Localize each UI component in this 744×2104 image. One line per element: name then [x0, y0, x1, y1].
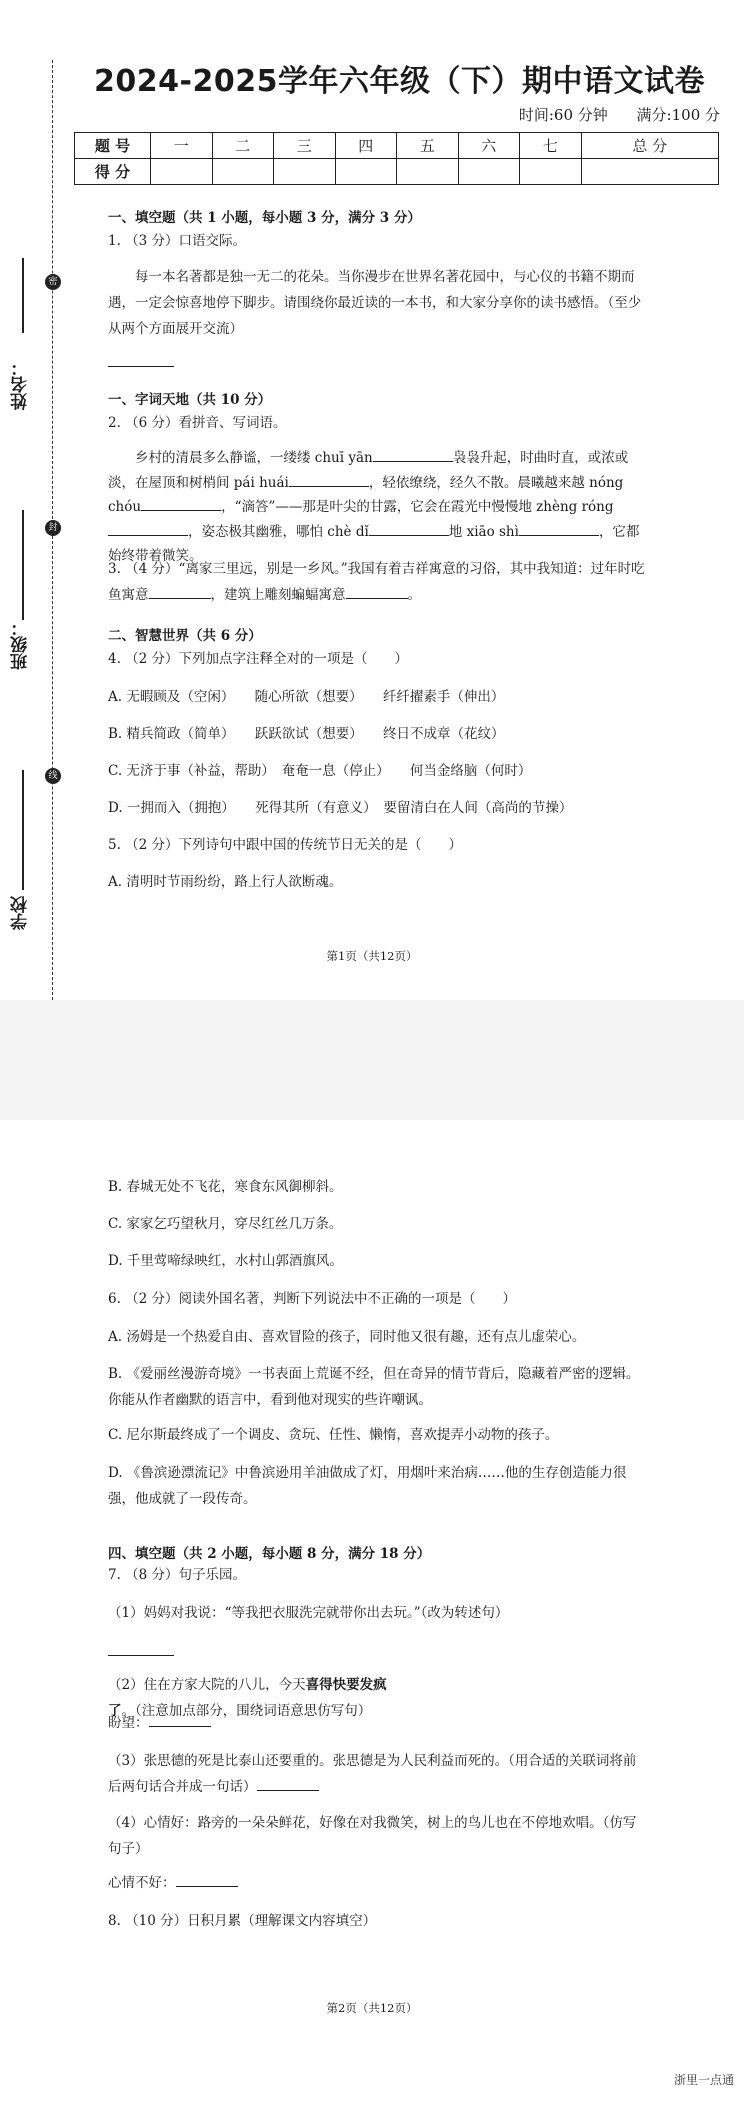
answer-blank[interactable]: [373, 448, 453, 462]
question-7-2-prompt: [108, 1710, 648, 1736]
score-input-cell[interactable]: [212, 159, 274, 185]
exam-meta: [495, 104, 720, 125]
question-4: 4. （2 分）下列加点字注释全对的一项是（ ）: [108, 651, 409, 667]
class-label: 班级：: [11, 619, 31, 670]
name-write-line[interactable]: [22, 258, 24, 333]
score-input-cell[interactable]: [520, 159, 582, 185]
score-input-cell[interactable]: [581, 159, 719, 185]
exam-total-score: 满分:100 分: [636, 106, 720, 124]
page-footer: 第2页（共12页）: [326, 2001, 418, 2015]
q2-text: ，轻依缭绕，经久不散。晨曦越来越 nóng chóu: [108, 474, 624, 515]
answer-blank[interactable]: [289, 473, 369, 487]
class-write-line[interactable]: [22, 510, 24, 620]
score-table-cell: 总 分: [581, 133, 719, 159]
option-c[interactable]: C. 无济于事（补益，帮助） 奄奄一息（停止） 何当金络脑（何时）: [108, 763, 532, 779]
question-2: 2. （6 分）看拼音、写词语。: [108, 415, 287, 431]
seal-mark: 线: [45, 768, 61, 784]
score-table-cell: 四: [335, 133, 397, 159]
question-7-3: [108, 1748, 648, 1800]
score-table-cell: 得 分: [75, 159, 151, 185]
answer-blank[interactable]: [176, 1873, 238, 1887]
q7-emphasis: 喜得快要发疯了: [108, 1677, 387, 1719]
option-c[interactable]: C. 家家乞巧望秋月，穿尽红丝几万条。: [108, 1216, 343, 1232]
score-table-cell: 三: [274, 133, 336, 159]
q3-text: 。: [407, 587, 421, 603]
question-3: [108, 556, 648, 608]
question-2-body: [108, 446, 648, 569]
score-input-cell[interactable]: [274, 159, 336, 185]
score-table: [74, 132, 719, 185]
question-1: 1. （3 分）口语交际。: [108, 233, 247, 249]
binding-margin: [0, 0, 80, 1000]
q3-text: 3. （4 分）“离家三里远，别是一乡风。”我国有着吉祥寓意的习俗，其中我知道：过年时吃鱼寓意: [108, 561, 645, 603]
exam-page-1: [0, 0, 744, 1000]
q2-text: 乡村的清晨多么静谧，一缕缕 chuī yān: [135, 450, 373, 466]
q2-text: ，它都始终带着微笑。: [108, 523, 640, 564]
option-d[interactable]: D. 一拥而入（拥抱） 死得其所（有意义） 要留清白在人间（高尚的节操）: [108, 800, 573, 816]
question-7-4-prompt: [108, 1870, 648, 1896]
option-b[interactable]: B. 精兵简政（简单） 跃跃欲试（想要） 终日不成章（花纹）: [108, 726, 505, 742]
exam-time: 时间:60 分钟: [518, 106, 608, 124]
q3-text: ，建筑上雕刻蝙蝠寓意: [210, 587, 346, 603]
answer-blank[interactable]: [257, 1777, 319, 1791]
score-table-cell: 一: [151, 133, 213, 159]
answer-blank[interactable]: [149, 585, 211, 599]
question-5: 5. （2 分）下列诗句中跟中国的传统节日无关的是（ ）: [108, 837, 463, 853]
option-a[interactable]: A. 清明时节雨纷纷，路上行人欲断魂。: [108, 874, 343, 890]
answer-blank[interactable]: [149, 1713, 211, 1727]
section-heading: 二、智慧世界（共 6 分）: [108, 628, 262, 644]
school-write-line[interactable]: [22, 770, 24, 890]
score-input-cell[interactable]: [151, 159, 213, 185]
score-table-score-row: [75, 159, 719, 185]
option-b[interactable]: B. 春城无处不飞花，寒食东风御柳斜。: [108, 1179, 343, 1195]
question-1-body: 每一本名著都是独一无二的花朵。当你漫步在世界名著花园中，与心仪的书籍不期而遇，一定会惊喜地停下脚步。请围绕你最近读的一本书，和大家分享你的读书感悟。（至少从两个方面展开交流）: [108, 269, 642, 337]
seal-mark: 封: [45, 520, 61, 536]
score-input-cell[interactable]: [335, 159, 397, 185]
q7-prompt: 心情不好：: [108, 1875, 176, 1891]
q2-text: 袅袅升起，时曲时直，或浓或淡，在屋顶和树梢间 pái huái: [108, 450, 629, 491]
answer-line[interactable]: [108, 366, 174, 367]
answer-blank[interactable]: [369, 522, 449, 536]
answer-blank[interactable]: [108, 522, 188, 536]
question-7-4: （4）心情好：路旁的一朵朵鲜花，好像在对我微笑，树上的鸟儿也在不停地欢唱。（仿写句子）: [108, 1815, 637, 1857]
score-input-cell[interactable]: [458, 159, 520, 185]
option-a[interactable]: A. 汤姆是一个热爱自由、喜欢冒险的孩子，同时他又很有趣，还有点儿虚荣心。: [108, 1329, 586, 1345]
q2-text: ，姿态极其幽雅，哪怕 chè dǐ: [188, 523, 369, 540]
seal-mark: 密: [45, 274, 61, 290]
exam-title: 2024-2025学年六年级（下）期中语文试卷: [94, 64, 705, 99]
section-heading: 一、字词天地（共 10 分）: [108, 392, 272, 408]
watermark-text: 浙里一点通: [673, 2073, 734, 2087]
q7-text: （2）住在方家大院的八儿，今天: [108, 1677, 306, 1693]
q7-prompt: 盼望：: [108, 1715, 149, 1731]
answer-blank[interactable]: [519, 522, 599, 536]
option-b[interactable]: B. 《爱丽丝漫游奇境》一书表面上荒诞不经，但在奇异的情节背后，隐藏着严密的逻辑。你能从作者幽默的语言中，看到他对现实的些许嘲讽。: [108, 1366, 640, 1408]
score-table-cell: 二: [212, 133, 274, 159]
page-gap: [0, 1000, 744, 1120]
section-heading: 一、填空题（共 1 小题，每小题 3 分，满分 3 分）: [108, 210, 421, 226]
answer-line[interactable]: [108, 1655, 174, 1656]
option-a[interactable]: A. 无暇顾及（空闲） 随心所欲（想要） 纤纤擢素手（伸出）: [108, 689, 505, 705]
answer-blank[interactable]: [141, 497, 221, 511]
question-8: 8. （10 分）日积月累（理解课文内容填空）: [108, 1913, 377, 1929]
score-table-cell: 题 号: [75, 133, 151, 159]
section-heading: 四、填空题（共 2 小题，每小题 8 分，满分 18 分）: [108, 1546, 431, 1562]
question-7: 7. （8 分）句子乐园。: [108, 1567, 247, 1583]
answer-blank[interactable]: [346, 585, 408, 599]
q2-text: 地 xiāo shì: [448, 523, 519, 540]
score-table-cell: 五: [397, 133, 459, 159]
score-input-cell[interactable]: [397, 159, 459, 185]
option-c[interactable]: C. 尼尔斯最终成了一个调皮、贪玩、任性、懒惰，喜欢提弄小动物的孩子。: [108, 1427, 559, 1443]
score-table-cell: 七: [520, 133, 582, 159]
page-footer: 第1页（共12页）: [326, 949, 418, 963]
name-label: 姓名：: [11, 359, 31, 410]
exam-page-2: [0, 1120, 744, 2104]
q7-text: 。（注意加点部分，围绕词语意思仿写句）: [121, 1703, 372, 1719]
question-6: 6. （2 分）阅读外国名著，判断下列说法中不正确的一项是（ ）: [108, 1291, 517, 1307]
school-label: 学校: [11, 896, 31, 930]
q7-text: （3）张思德的死是比泰山还要重的。张思德是为人民利益而死的。（用合适的关联词将前后两句话合并成一句话）: [108, 1753, 637, 1795]
score-table-cell: 六: [458, 133, 520, 159]
option-d[interactable]: D. 《鲁滨逊漂流记》中鲁滨逊用羊油做成了灯，用烟叶来治病……他的生存创造能力很强，他成就了一段传奇。: [108, 1465, 627, 1507]
score-table-header-row: [75, 133, 719, 159]
question-7-1: （1）妈妈对我说：“等我把衣服洗完就带你出去玩。”（改为转述句）: [108, 1605, 509, 1621]
option-d[interactable]: D. 千里莺啼绿映红，水村山郭酒旗风。: [108, 1253, 343, 1269]
q2-text: ，“滴答”——那是叶尖的甘露，它会在霞光中慢慢地 zhèng róng: [221, 499, 614, 515]
